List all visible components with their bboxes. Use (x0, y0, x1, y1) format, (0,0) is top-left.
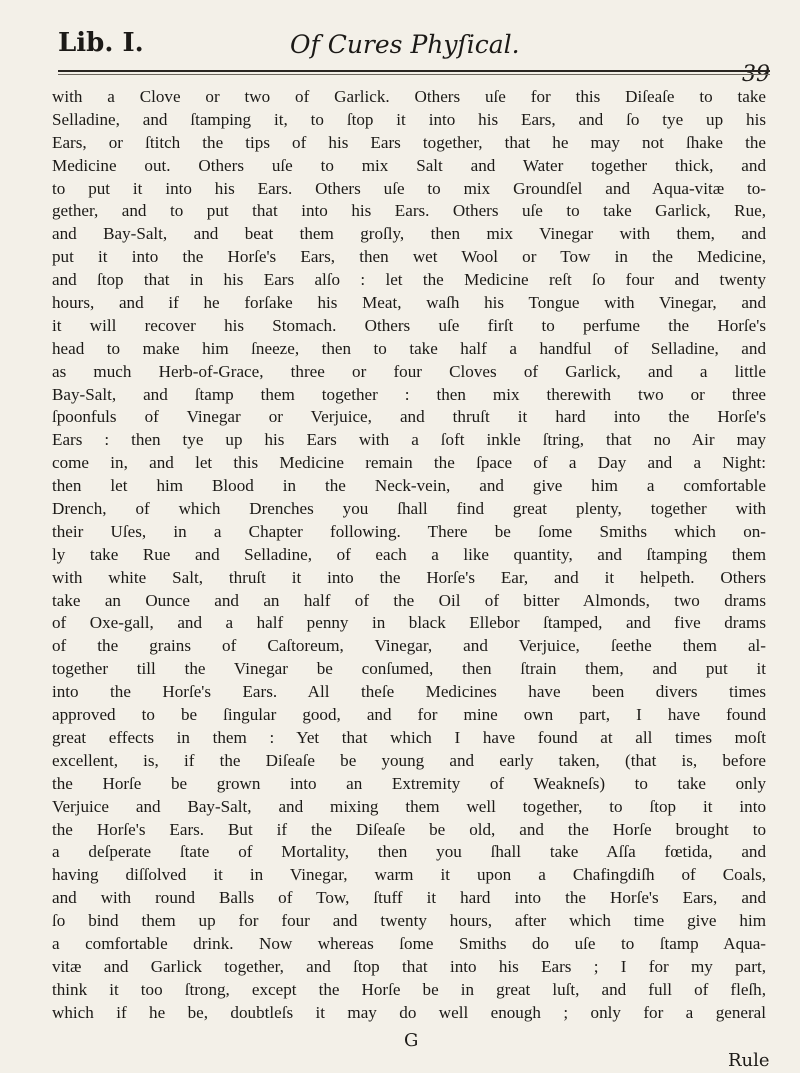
text-line: come in, and let this Medicine remain the ſpace of a Day and a Night: (52, 453, 766, 473)
text-line: ſo bind them up for four and twenty hours, after which time give him (52, 911, 766, 931)
catchword: Rule (728, 1050, 770, 1071)
text-line: take an Ounce and an half of the Oil of bitter Almonds, two drams (52, 590, 766, 610)
text-line: hours, and if he forſake his Meat, waſh his Tongue with Vinegar, and (52, 293, 766, 313)
text-line: having diſſolved it in Vinegar, warm it upon a Chafingdiſh of Coals, (52, 865, 766, 885)
text-line: it will recover his Stomach. Others uſe firſt to perfume the Horſe's (52, 315, 766, 335)
text-line: together till the Vinegar be conſumed, then ſtrain them, and put it (52, 659, 766, 679)
text-line: approved to be ſingular good, and for mine own part, I have found (52, 705, 766, 725)
text-line: Ears, or ſtitch the tips of his Ears together, that he may not ſhake the (52, 132, 766, 152)
text-line: great effects in them : Yet that which I have found at all times moſt (52, 727, 766, 747)
text-line: head to make him ſneeze, then to take half a handful of Selladine, and (52, 338, 766, 358)
text-line: of the grains of Caſtoreum, Vinegar, and Verjuice, ſeethe them al- (52, 636, 766, 656)
text-line: into the Horſe's Ears. All theſe Medicines have been divers times (52, 682, 766, 702)
text-line: and Bay-Salt, and beat them groſly, then mix Vinegar with them, and (52, 224, 766, 244)
text-line: Medicine out. Others uſe to mix Salt and Water together thick, and (52, 155, 766, 175)
page-header (58, 28, 770, 74)
text-line: ly take Rue and Selladine, of each a like quantity, and ſtamping them (52, 544, 766, 564)
text-line: the Horſe be grown into an Extremity of Weakneſs) to take only (52, 773, 766, 793)
text-line: gether, and to put that into his Ears. Others uſe to take Garlick, Rue, (52, 201, 766, 221)
text-line: put it into the Horſe's Ears, then wet Wool or Tow in the Medicine, (52, 247, 766, 267)
text-line: to put it into his Ears. Others uſe to mix Groundſel and Aqua-vitæ to- (52, 178, 766, 198)
text-line: a deſperate ſtate of Mortality, then you ſhall take Aſſa fœtida, and (52, 842, 766, 862)
header-rule (58, 70, 770, 72)
text-line: which if he be, doubtleſs it may do well enough ; only for a general (52, 1002, 766, 1022)
text-line: and with round Balls of Tow, ſtuff it hard into the Horſe's Ears, and (52, 888, 766, 908)
running-title: Of Cures Phyſical. (290, 30, 520, 59)
text-line: Bay-Salt, and ſtamp them together : then mix therewith two or three (52, 384, 766, 404)
text-line: as much Herb-of-Grace, three or four Cloves of Garlick, and a little (52, 361, 766, 381)
text-line: with white Salt, thruſt it into the Horſe's Ear, and it helpeth. Others (52, 567, 766, 587)
text-line: vitæ and Garlick together, and ſtop that into his Ears ; I for my part, (52, 956, 766, 976)
text-line: and ſtop that in his Ears alſo : let the Medicine reſt ſo four and twenty (52, 270, 766, 290)
text-line: ſpoonfuls of Vinegar or Verjuice, and thruſt it hard into the Horſe's (52, 407, 766, 427)
text-line: think it too ſtrong, except the Horſe be in great luſt, and full of fleſh, (52, 979, 766, 999)
text-line: Drench, of which Drenches you ſhall find great plenty, together with (52, 499, 766, 519)
text-line: with a Clove or two of Garlick. Others uſe for this Diſeaſe to take (52, 87, 766, 106)
text-line: the Horſe's Ears. But if the Diſeaſe be old, and the Horſe brought to (52, 819, 766, 839)
text-line: their Uſes, in a Chapter following. There be ſome Smiths which on- (52, 521, 766, 541)
text-line: then let him Blood in the Neck-vein, and give him a comfortable (52, 476, 766, 496)
text-line: Selladine, and ſtamping it, to ſtop it into his Ears, and ſo tye up his (52, 109, 766, 129)
text-line: a comfortable drink. Now whereas ſome Smiths do uſe to ſtamp Aqua- (52, 933, 766, 953)
signature-mark: G (404, 1030, 419, 1051)
body-paragraph (52, 86, 766, 1025)
header-rule-thin (58, 74, 770, 75)
text-line: excellent, is, if the Diſeaſe be young and early taken, (that is, before (52, 750, 766, 770)
text-line: Verjuice and Bay-Salt, and mixing them well together, to ſtop it into (52, 796, 766, 816)
text-line: of Oxe-gall, and a half penny in black Ellebor ſtamped, and five drams (52, 613, 766, 633)
book-section-label: Lib. I. (58, 28, 144, 58)
text-line: Ears : then tye up his Ears with a ſoft inkle ſtring, that no Air may (52, 430, 766, 450)
